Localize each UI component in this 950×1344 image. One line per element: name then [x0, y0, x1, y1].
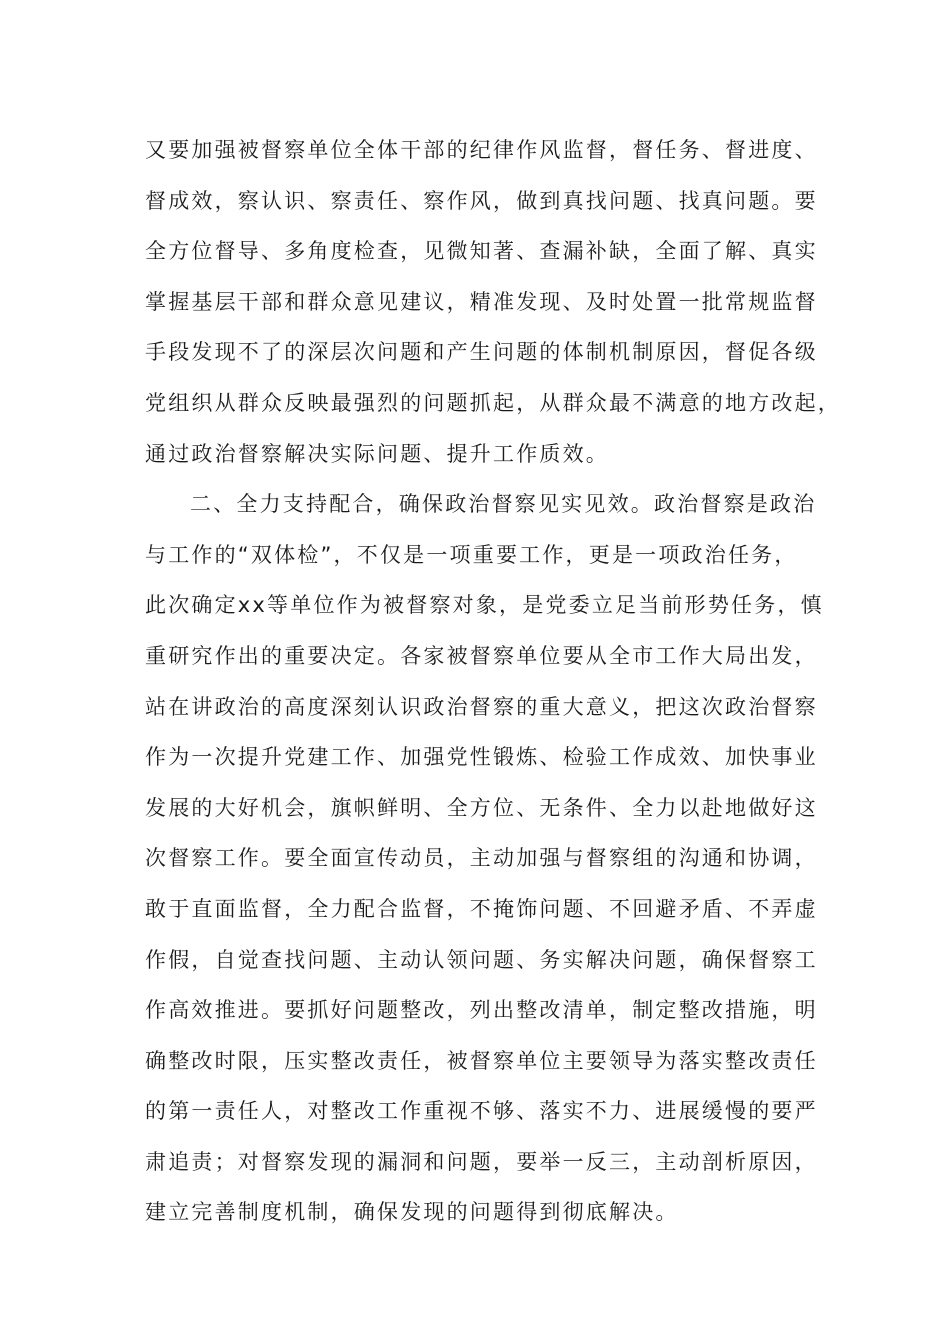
text-line: 作高效推进。要抓好问题整改，列出整改清单，制定整改措施，明 — [145, 998, 818, 1023]
text-line: 此次确定xx等单位作为被督察对象，是党委立足当前形势任务，慎 — [145, 593, 824, 618]
text-line: 发展的大好机会，旗帜鲜明、全方位、无条件、全力以赴地做好这 — [145, 795, 818, 820]
text-line: 又要加强被督察单位全体干部的纪律作风监督，督任务、督进度、 — [145, 138, 818, 162]
text-line: 掌握基层干部和群众意见建议，精准发现、及时处置一批常规监督 — [145, 289, 818, 314]
text-line: 肃追责；对督察发现的漏洞和问题，要举一反三，主动剖析原因， — [145, 1149, 818, 1174]
text-line: 的第一责任人，对整改工作重视不够、落实不力、进展缓慢的要严 — [145, 1099, 818, 1124]
body-text — [145, 125, 841, 1238]
text-line: 党组织从群众反映最强烈的问题抓起，从群众最不满意的地方改起， — [145, 390, 841, 415]
text-line: 站在讲政治的高度深刻认识政治督察的重大意义，把这次政治督察 — [145, 694, 818, 719]
section-heading-line: 二、全力支持配合，确保政治督察见实见效。政治督察是政治 — [190, 492, 817, 517]
text-line: 作为一次提升党建工作、加强党性锻炼、检验工作成效、加快事业 — [145, 745, 818, 770]
text-line: 手段发现不了的深层次问题和产生问题的体制机制原因，督促各级 — [145, 340, 818, 365]
text-line: 督成效，察认识、察责任、察作风，做到真找问题、找真问题。要 — [145, 188, 818, 213]
text-line: 确整改时限，压实整改责任，被督察单位主要领导为落实整改责任 — [145, 1048, 818, 1073]
text-line: 全方位督导、多角度检查，见微知著、查漏补缺，全面了解、真实 — [145, 239, 818, 264]
text-line: 作假，自觉查找问题、主动认领问题、务实解决问题，确保督察工 — [145, 947, 818, 972]
text-line: 通过政治督察解决实际问题、提升工作质效。 — [145, 441, 609, 466]
text-line: 敢于直面监督，全力配合监督，不掩饰问题、不回避矛盾、不弄虚 — [145, 896, 818, 921]
text-line: 与工作的“双体检”，不仅是一项重要工作，更是一项政治任务， — [145, 542, 798, 567]
text-line: 次督察工作。要全面宣传动员，主动加强与督察组的沟通和协调， — [145, 846, 818, 871]
text-line: 重研究作出的重要决定。各家被督察单位要从全市工作大局出发， — [145, 643, 818, 668]
text-line: 建立完善制度机制，确保发现的问题得到彻底解决。 — [145, 1200, 679, 1225]
